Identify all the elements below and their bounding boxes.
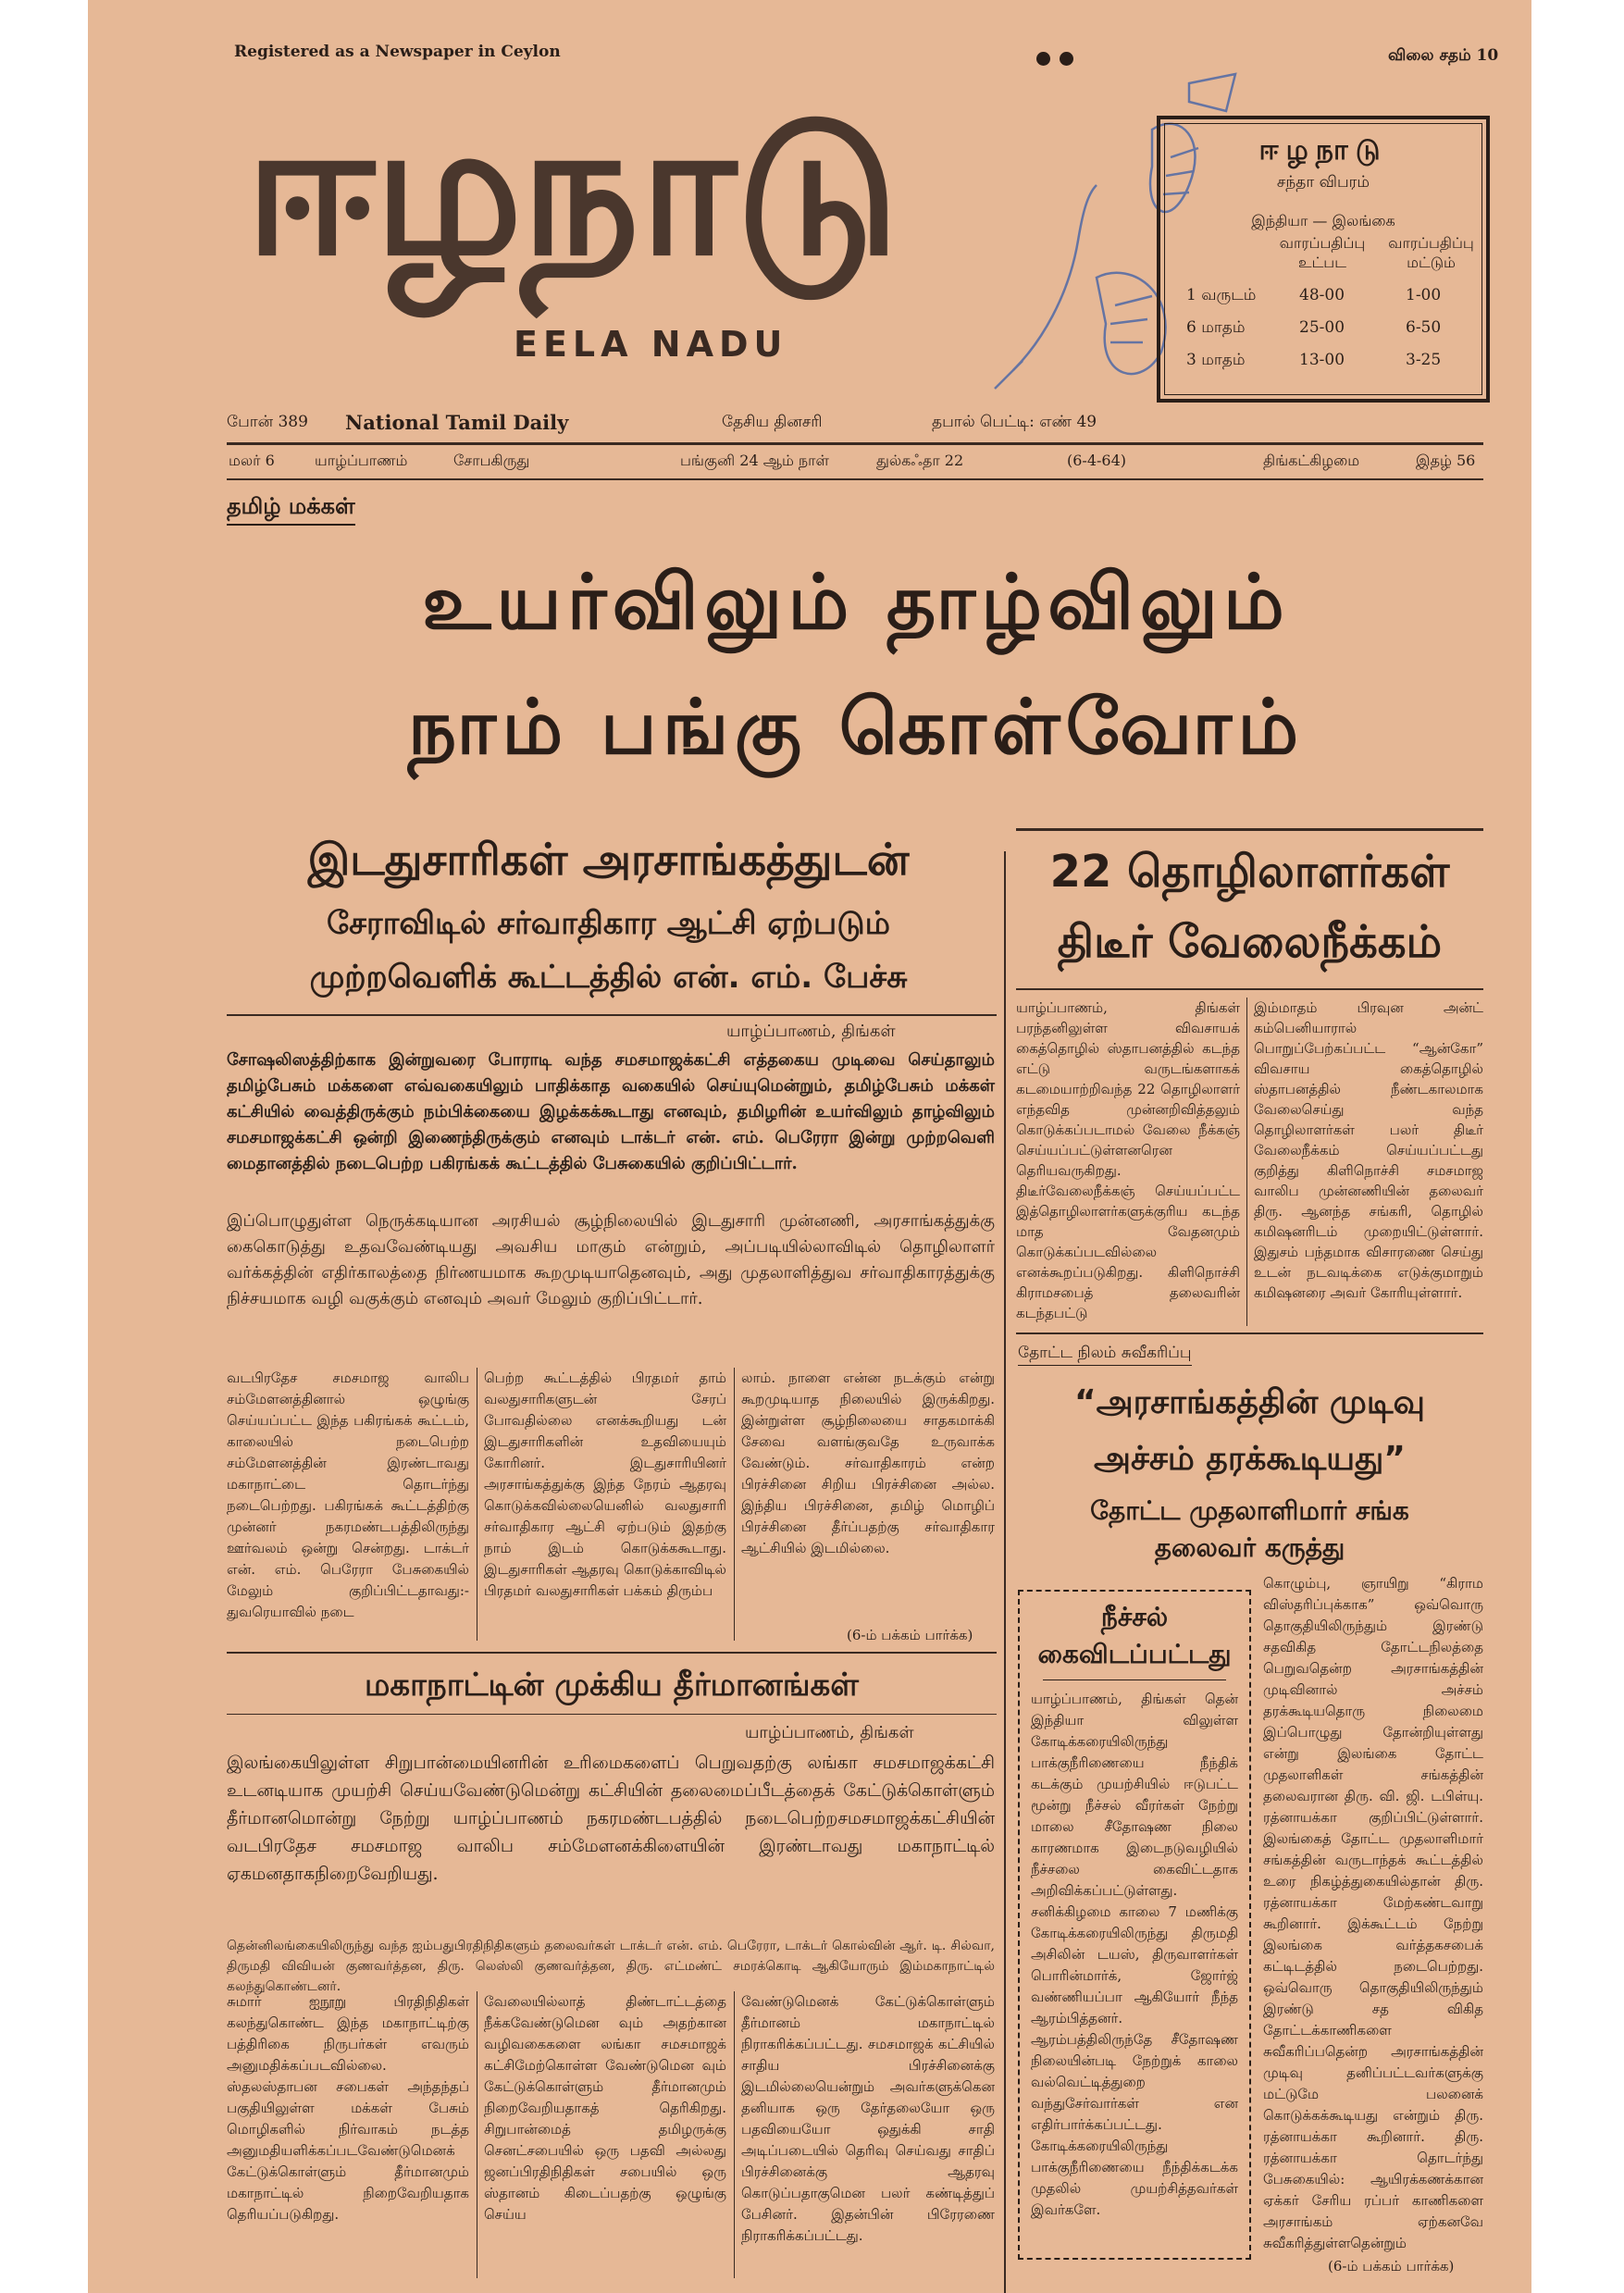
lead-column: லாம். நாளை என்ன நடக்கும் என்று கூறமுடியாத நிலையில் இருக்கிறது. இன்றுள்ள சூழ்நிலையை சாதகமாக்கி சேவை வளங்குவதே உருவாக்க வேண்டும். சர்வாதிகாரம் என்ற பிரச்சினை சிறிய பிரச்சினை அல்ல. இந்திய பிரச்சினை, தமிழ் மொழிப் பிரச்சினை தீர்ப்பதற்கு சர்வாதிகார ஆட்சியில் இடமில்லை.: [741, 1370, 995, 1556]
rule: [227, 442, 1483, 445]
phone: போன் 389: [227, 413, 308, 431]
lead-headline: நாம் பங்கு கொள்வோம்: [407, 684, 1305, 772]
subscription-price: 3-25: [1406, 351, 1442, 369]
subscription-price: 6-50: [1406, 318, 1442, 337]
place: யாழ்ப்பாணம்: [315, 452, 408, 469]
workers-column: இம்மாதம் பிரவுன அன்ட் கம்பெனியாரால் பொறுப்பேற்கப்பட்ட “ஆன்கோ” விவசாய கைத்தொழில் ஸ்தாபனத்தில் நீண்டகாலமாக வேலைசெய்து வந்த தொழிலாளர்கள் பலர் திடீர் வேலைநீக்கம் செய்யப்பட்டது குறித்து கிளிநொச்சி சமசமாஜ வாலிப முன்னணியின் தலைவர் திரு. ஆனந்த சங்கரி, தொழில் கமிஷனரிடம் முறையிட்டுள்ளார். இதுசம் பந்தமாக விசாரணை செய்து உடன் நடவடிக்கை எடுக்குமாறும் கமிஷனரை அவர் கோரியுள்ளார்.: [1254, 999, 1483, 1301]
swim-text: யாழ்ப்பாணம், திங்கள் தென் இந்தியா விலுள்ள கோடிக்கரையிலிருந்து பாக்குநீரிணையை நீந்திக் கடக்கும் முயற்சியில் ஈடுபட்ட மூன்று நீச்சல் வீரர்கள் நேற்று மாலை சீதோஷண நிலை காரணமாக இடைநடுவழியில் நீச்சலை கைவிட்டதாக அறிவிக்கப்பட்டுள்ளது. சனிக்கிழமை காலை 7 மணிக்கு கோடிக்கரையிலிருந்து திருமதி அசிலின் டயஸ், திருவாளர்கள் பொரின்மார்க், ஜோர்ஜ் வண்ணியப்பா ஆகியோர் நீந்த ஆரம்பித்தனர். ஆரம்பத்திலிருந்தே சீதோஷண நிலையின்படி நேற்றுக் காலை வல்வெட்டித்துறை வந்துசேர்வார்கள் என எதிர்பார்க்கப்பட்டது. கோடிக்கரையிலிருந்து பாக்குநீரிணையை நீந்திக்கடக்க முதலில் முயற்சித்தவர்கள் இவர்களே.: [1031, 1691, 1238, 2218]
subscription-region: இந்தியா — இலங்கை: [1251, 212, 1395, 229]
lead-paragraph: இப்பொழுதுள்ள நெருக்கடியான அரசியல் சூழ்நிலையில் இடதுசாரி முன்னணி, அரசாங்கத்துக்கு கைகொடுத்து உதவவேண்டியது அவசிய மாகும் என்றும், அப்படியில்லாவிடில் தொழிலாளர் வர்க்கத்தின் எதிர்காலத்தை நிர்ணயமாக கூறமுடியாதெனவும், அது முதலாளித்துவ சர்வாதிகாரத்துக்கு நிச்சயமாக வழி வகுக்கும் எனவும் அவர் மேலும் குறிப்பிட்டார்.: [227, 1211, 995, 1308]
rule: [1016, 828, 1483, 831]
weekday: திங்கட்கிழமை: [1263, 452, 1360, 469]
estate-headline: அச்சம் தரக்கூடியது”: [1094, 1440, 1406, 1478]
rule: [227, 1652, 997, 1654]
workers-column: யாழ்ப்பாணம், திங்கள் பரந்தனிலுள்ள விவசாயக் கைத்தொழில் ஸ்தாபனத்தில் கடந்த எட்டு வருடங்களாகக் கடமையாற்றிவந்த 22 தொழிலாளர் எந்தவித முன்னறிவித்தலும் கொடுக்கப்படாமல் வேலை நீக்கஞ் செய்யப்பட்டுள்ளனரென தெரியவருகிறது. திடீர்வேலைநீக்கஞ் செய்யப்பட்ட இத்தொழிலாளர்களுக்குரிய கடந்த மாத வேதனமும் கொடுக்கப்படவில்லை எனக்கூறப்படுகிறது. கிளிநொச்சி கிராமசபைத் தலைவரின் கடந்தபட்டு: [1016, 999, 1240, 1321]
conference-intro: இலங்கையிலுள்ள சிறுபான்மையினரின் உரிமைகளைப் பெறுவதற்கு லங்கா சமசமாஜக்கட்சி உடனடியாக முயற்சி செய்யவேண்டுமென்று கட்சியின் தலைமைப்பீடத்தைக் கேட்டுக்கொள்ளும் தீர்மானமொன்று நேற்று யாழ்ப்பாணம் நகரமண்டபத்தில் நடைபெற்றசமசமாஜக்கட்சியின் வடபிரதேச சமசமாஜ வாலிப சம்மேளனக்கிளையின் இரண்டாவது மகாநாட்டில் ஏகமனதாகநிறைவேறியது.: [227, 1753, 995, 1884]
lead-subheadline: முற்றவெளிக் கூட்டத்தில் என். எம். பேச்சு: [309, 959, 908, 996]
estate-headline: “அரசாங்கத்தின் முடிவு: [1073, 1383, 1426, 1421]
subscription-period: 1 வருடம்: [1186, 286, 1257, 304]
subscription-title: ஈழநாடு: [1258, 134, 1388, 167]
hijri-date: துல்கஃதா 22: [876, 452, 964, 469]
lead-subheadline: இடதுசாரிகள் அரசாங்கத்துடன்: [307, 835, 910, 886]
subscription-period: 3 மாதம்: [1186, 351, 1246, 369]
volume: மலர் 6: [229, 452, 275, 469]
lead-subheadline: சேராவிடில் சர்வாதிகார ஆட்சி ஏற்படும்: [327, 905, 890, 942]
column-rule: [1246, 998, 1247, 1326]
rule: [227, 478, 1483, 480]
workers-headline: திடீர் வேலைநீக்கம்: [1057, 916, 1443, 968]
column-rule: [734, 1368, 735, 1641]
masthead-english-title: EELA NADU: [514, 324, 788, 365]
workers-headline: 22 தொழிலாளர்கள்: [1049, 846, 1450, 898]
year-name: சோபகிருது: [453, 452, 530, 469]
subscription-subtitle: சந்தா விபரம்: [1276, 173, 1370, 192]
subscription-period: 6 மாதம்: [1186, 318, 1246, 337]
subscription-col-header: வாரப்பதிப்பு உட்பட: [1279, 234, 1366, 271]
conference-column: சுமார் ஐநூறு பிரதிநிதிகள் கலந்துகொண்ட இந்த மகாநாட்டிற்கு பத்திரிகை நிருபர்கள் எவரும் அனுமதிக்கப்படவில்லை. ஸ்தலஸ்தாபன சபைகள் அந்தந்தப் பகுதியிலுள்ள மக்கள் பேசும் மொழிகளில் நிர்வாகம் நடத்த அனுமதியளிக்கப்படவேண்டுமெனக் கேட்டுக்கொள்ளும் தீர்மானமும் மகாநாட்டில் நிறைவேறியதாக தெரியப்படுகிறது.: [227, 1993, 469, 2223]
rule: [1016, 1332, 1483, 1334]
estate-kicker: தோட்ட நிலம் சுவீகரிப்பு: [1018, 1344, 1192, 1366]
swim-headline: கைவிடப்பட்டது: [1037, 1639, 1232, 1669]
issue-number: இதழ் 56: [1416, 452, 1476, 469]
continued-note: (6-ம் பக்கம் பார்க்க): [847, 1627, 973, 1643]
gregorian-date: (6-4-64): [1067, 452, 1127, 469]
conference-headline: மகாநாட்டின் முக்கிய தீர்மானங்கள்: [365, 1667, 859, 1704]
conference-dateline: யாழ்ப்பாணம், திங்கள்: [745, 1723, 914, 1742]
lead-intro: சோஷலிஸத்திற்காக இன்றுவரை போராடி வந்த சமசமாஜக்கட்சி எத்தகைய முடிவை செய்தாலும் தமிழ்பேசும் மக்களை எவ்வகையிலும் பாதிக்காத வகையில் செய்யுமென்றும், தமிழ்பேசும் மக்கள் கட்சியில் வைத்திருக்கும் நம்பிக்கையை இழக்கக்கூடாது எனவும், தமிழரின் உயர்விலும் தாழ்விலும் சமசமாஜக்கட்சி ஒன்றி இணைந்திருக்கும் எனவும் டாக்டர் என். எம். பெரேரா இன்று முற்றவெளி மைதானத்தில் நடைபெற்ற பகிரங்கக் கூட்டத்தில் பேசுகையில் குறிப்பிட்டார்.: [227, 1050, 995, 1173]
conference-column: வேண்டுமெனக் கேட்டுக்கொள்ளும் தீர்மானம் மகாநாட்டில் நிராகரிக்கப்பட்டது. சமசமாஜக் கட்சியில் சாதிய பிரச்சினைக்கு இடமில்லையென்றும் அவர்களுக்கென தனியாக ஒரு தேர்தலையோ ஒரு பதவியையோ ஒதுக்கி சாதி அடிப்படையில் தெரிவு செய்வது சாதிப் பிரச்சினைக்கு ஆதரவு கொடுப்பதாகுமென பலர் கண்டித்துப் பேசினர். இதன்பின் பிரேரணை நிராகரிக்கப்பட்டது.: [741, 1993, 995, 2244]
rule: [1016, 988, 1483, 990]
registration-notice: Registered as a Newspaper in Ceylon: [234, 43, 561, 61]
rule: [227, 1014, 997, 1016]
price: விலை சதம் 10: [1388, 46, 1499, 65]
conference-column: வேலையில்லாத் திண்டாட்டத்தை நீக்கவேண்டுமென வும் அதற்கான வழிவகைகளை லங்கா சமசமாஜக் கட்சிமேற்கொள்ள வேண்டுமென வும் கேட்டுக்கொள்ளும் தீர்மானமும் நிறைவேறியதாகத் தெரிகிறது. சிறுபான்மைத் தமிழருக்கு செனட்சபையில் ஒரு பதவி அல்லது ஜனப்பிரதிநிதிகள் சபையில் ஒரு ஸ்தானம் கிடைப்பதற்கு ஒழுங்கு செய்ய: [484, 1993, 726, 2223]
subscription-col-header: வாரப்பதிப்பு மட்டும்: [1388, 234, 1474, 271]
continued-note: (6-ம் பக்கம் பார்க்க): [1328, 2258, 1455, 2274]
tagline-english: National Tamil Daily: [345, 411, 569, 434]
estate-column: கொழும்பு, ஞாயிறு “கிராம விஸ்தரிப்புக்காக” ஒவ்வொரு தொகுதியிலிருந்தும் இரண்டு சதவிகித தோட்டநிலத்தை பெறுவதென்ற அரசாங்கத்தின் முடிவினால் அச்சம் தரக்கூடியதொரு நிலைமை இப்பொழுது தோன்றியுள்ளது என்று இலங்கை தோட்ட முதலாளிகள் சங்கத்தின் தலைவரான திரு. வி. ஜி. டபிள்யு. ரத்னாயக்கா குறிப்பிட்டுள்ளார். இலங்கைத் தோட்ட முதலாளிமார் சங்கத்தின் வருடாந்தக் கூட்டத்தில் உரை நிகழ்த்துகையில்தான் திரு. ரத்னாயக்கா மேற்கண்டவாறு கூறினார். இக்கூட்டம் நேற்று இலங்கை வர்த்தகசபைக் கட்டிடத்தில் நடைபெற்றது. ஒவ்வொரு தொகுதியிலிருந்தும் இரண்டு சத விகித தோட்டக்காணிகளை சுவீகரிப்பதென்ற அரசாங்கத்தின் முடிவு தனிப்பட்டவர்களுக்கு மட்டுமே பலனைக் கொடுக்கக்கூடியது என்றும் திரு. ரத்னாயக்கா கூறினார். திரு. ரத்னாயக்கா தொடர்ந்து பேசுகையில்: ஆயிரக்கணக்கான ஏக்கர் சேரிய ரப்பர் காணிகளை அரசாங்கம் ஏற்கனவே சுவீகரித்துள்ளதென்றும்: [1263, 1575, 1483, 2251]
masthead-title: ஈழநாடு: [245, 81, 899, 297]
subscription-price: 48-00: [1299, 286, 1345, 304]
lead-column: வடபிரதேச சமசமாஜ வாலிப சம்மேளனத்தினால் ஒழுங்கு செய்யப்பட்ட இந்த பகிரங்கக் கூட்டம், காலையில் நடைபெற்ற சம்மேளனத்தின் இரண்டாவது மகாநாட்டை தொடர்ந்து நடைபெற்றது. பகிரங்கக் கூட்டத்திற்கு முன்னர் நகரமண்டபத்திலிருந்து ஊர்வலம் ஒன்று சென்றது. டாக்டர் என். எம். பெரேரா பேசுகையில் மேலும் குறிப்பிட்டதாவது:- துவரெயாவில் நடை: [227, 1370, 469, 1620]
subscription-box: [1157, 116, 1490, 403]
lead-headline: உயர்விலும் தாழ்விலும்: [422, 559, 1290, 647]
swim-headline: நீச்சல்: [1100, 1602, 1169, 1632]
tagline-tamil: தேசிய தினசரி: [722, 413, 823, 431]
column-rule: [734, 1991, 735, 2278]
po-box: தபால் பெட்டி: எண் 49: [932, 413, 1097, 431]
tamil-date: பங்குனி 24 ஆம் நாள்: [680, 452, 829, 469]
estate-subheadline: தோட்ட முதலாளிமார் சங்க: [1090, 1495, 1409, 1526]
lead-kicker: தமிழ் மக்கள்: [227, 492, 355, 526]
column-rule: [1004, 851, 1006, 2293]
lead-dateline: யாழ்ப்பாணம், திங்கள்: [726, 1022, 896, 1041]
subscription-price: 1-00: [1406, 286, 1442, 304]
subscription-price: 25-00: [1299, 318, 1345, 337]
lead-column: பெற்ற கூட்டத்தில் பிரதமர் தாம் வலதுசாரிகளுடன் சேரப் போவதில்லை எனக்கூறியது டன் இடதுசாரிகளின் உதவியையும் கோரினர். இடதுசாரியினர் அரசாங்கத்துக்கு இந்த நேரம் ஆதரவு கொடுக்கவில்லையெனில் வலதுசாரி சர்வாதிகார ஆட்சி ஏற்படும் இதற்கு நாம் இடம் கொடுக்ககூடாது. இடதுசாரிகள் ஆதரவு கொடுக்காவிடில் பிரதமர் வலதுசாரிகள் பக்கம் திரும்ப: [484, 1370, 726, 1599]
swim-box: [1018, 1590, 1251, 2260]
conference-paragraph: தென்னிலங்கையிலிருந்து வந்த ஐம்பதுபிரதிநிதிகளும் தலைவர்கள் டாக்டர் என். எம். பெரேரா, டாக்டர் கொல்வின் ஆர். டி. சில்வா, திருமதி விவியன் குணவர்த்தன, திரு. லெஸ்லி குணவர்த்தன, திரு. எட்மண்ட் சமரக்கொடி ஆகியோரும் இம்மகாநாட்டில் கலந்துகொண்டனர்.: [227, 1939, 995, 1994]
rule: [227, 1714, 997, 1715]
subscription-price: 13-00: [1299, 351, 1345, 369]
estate-subheadline: தலைவர் கருத்து: [1154, 1532, 1345, 1563]
newspaper-page: [88, 0, 1531, 2293]
